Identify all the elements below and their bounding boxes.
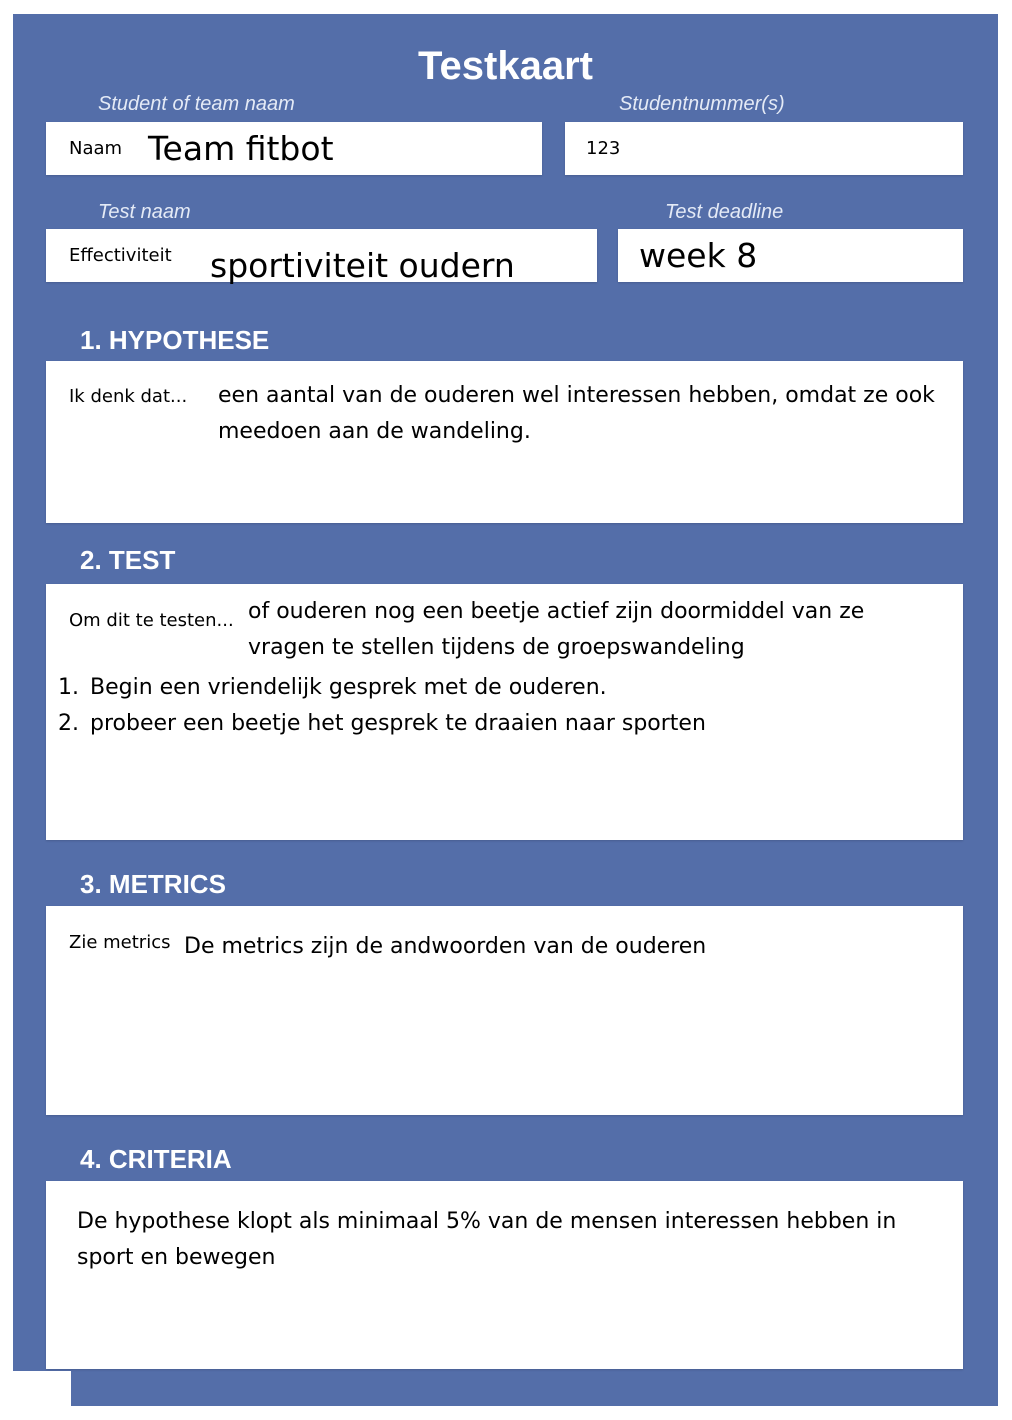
test-heading: 2. TEST [80,545,176,575]
test-name-value: sportiviteit oudern [210,246,515,285]
student-number-label: Studentnummer(s) [619,93,785,115]
hypothese-prefix: Ik denk dat... [69,386,188,407]
card-title: Testkaart [418,44,593,88]
metrics-heading: 3. METRICS [80,869,226,899]
test-card [13,14,998,1406]
student-name-value: Team fitbot [148,129,334,168]
metrics-prefix: Zie metrics [69,932,171,953]
test-steps-list [56,670,946,742]
test-step: 2. probeer een beetje het gesprek te draaien naar sporten [86,706,946,742]
page-edge-strip [13,1371,71,1406]
criteria-box[interactable] [46,1181,963,1369]
metrics-text: De metrics zijn de andwoorden van de ouderen [184,934,707,959]
hypothese-box[interactable] [46,361,963,523]
test-name-field[interactable] [46,229,597,285]
test-name-prefix: Effectiviteit [69,245,172,266]
test-text: of ouderen nog een beetje actief zijn doormiddel van ze vragen te stellen tijdens de groepswandeling [248,599,865,660]
test-deadline-value: week 8 [639,236,758,275]
student-name-field[interactable] [46,122,542,175]
metrics-box[interactable] [46,906,963,1115]
criteria-text: De hypothese klopt als minimaal 5% van de mensen interessen hebben in sport en bewegen [77,1209,897,1270]
hypothese-heading: 1. HYPOTHESE [80,325,270,355]
student-name-prefix: Naam [69,138,123,159]
test-name-label: Test naam [98,201,191,223]
test-deadline-field[interactable] [618,229,963,282]
student-number-field[interactable] [565,122,963,175]
hypothese-text: een aantal van de ouderen wel interessen hebben, omdat ze ook meedoen aan de wandeling. [218,383,935,444]
criteria-heading: 4. CRITERIA [80,1144,232,1174]
test-box[interactable] [46,584,963,840]
test-deadline-label: Test deadline [665,201,784,223]
student-name-label: Student of team naam [98,93,295,115]
test-prefix: Om dit te testen... [69,610,234,631]
student-number-value: 123 [586,138,621,159]
test-step: 1. Begin een vriendelijk gesprek met de ouderen. [86,670,946,706]
